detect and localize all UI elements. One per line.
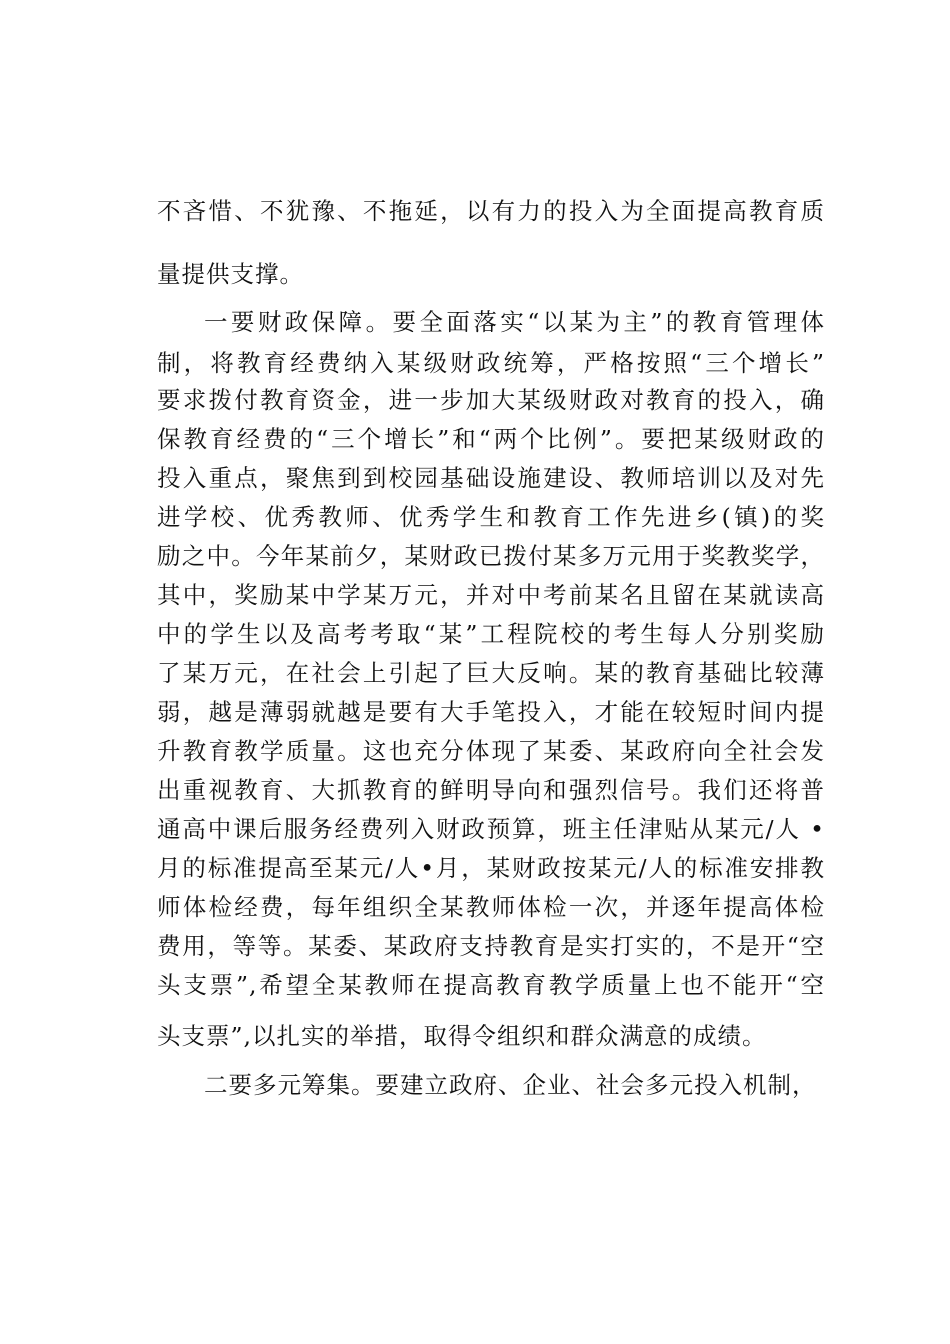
paragraph-line: 弱，越是薄弱就越是要有大手笔投入，才能在较短时间内提 [157,698,825,726]
paragraph-line: 师体检经费，每年组织全某教师体检一次，并逐年提高体检 [157,893,825,921]
paragraph-line: 费用，等等。某委、某政府支持教育是实打实的，不是开“空 [157,932,825,960]
paragraph-line: 量提供支撑。 [157,260,304,288]
paragraph-line: 头支票”,以扎实的举措，取得令组织和群众满意的成绩。 [157,1022,767,1050]
paragraph-line: 月的标准提高至某元/人•月，某财政按某元/人的标准安排教 [157,854,825,882]
paragraph-line: 不吝惜、不犹豫、不拖延，以有力的投入为全面提高教育质 [157,197,825,225]
paragraph-line: 二要多元筹集。要建立政府、企业、社会多元投入机制， [204,1071,817,1099]
paragraph-line: 出重视教育、大抓教育的鲜明导向和强烈信号。我们还将普 [157,776,825,804]
paragraph-line: 要求拨付教育资金，进一步加大某级财政对教育的投入，确 [157,386,825,414]
paragraph-line: 其中，奖励某中学某万元，并对中考前某名且留在某就读高 [157,581,825,609]
paragraph-line: 升教育教学质量。这也充分体现了某委、某政府向全社会发 [157,737,825,765]
paragraph-line: 进学校、优秀教师、优秀学生和教育工作先进乡(镇)的奖 [157,503,825,531]
paragraph-line: 了某万元，在社会上引起了巨大反响。某的教育基础比较薄 [157,659,825,687]
paragraph-line: 一要财政保障。要全面落实“以某为主”的教育管理体 [204,308,825,336]
paragraph-line: 头支票”,希望全某教师在提高教育教学质量上也不能开“空 [157,971,825,999]
paragraph-line: 保教育经费的“三个增长”和“两个比例”。要把某级财政的 [157,425,825,453]
paragraph-line: 通高中课后服务经费列入财政预算，班主任津贴从某元/人 • [157,815,825,843]
paragraph-line: 投入重点，聚焦到到校园基础设施建设、教师培训以及对先 [157,464,825,492]
paragraph-line: 制，将教育经费纳入某级财政统筹，严格按照“三个增长” [157,349,825,377]
paragraph-line: 励之中。今年某前夕，某财政已拨付某多万元用于奖教奖学， [157,542,825,570]
paragraph-line: 中的学生以及高考考取“某”工程院校的考生每人分别奖励 [157,620,825,648]
